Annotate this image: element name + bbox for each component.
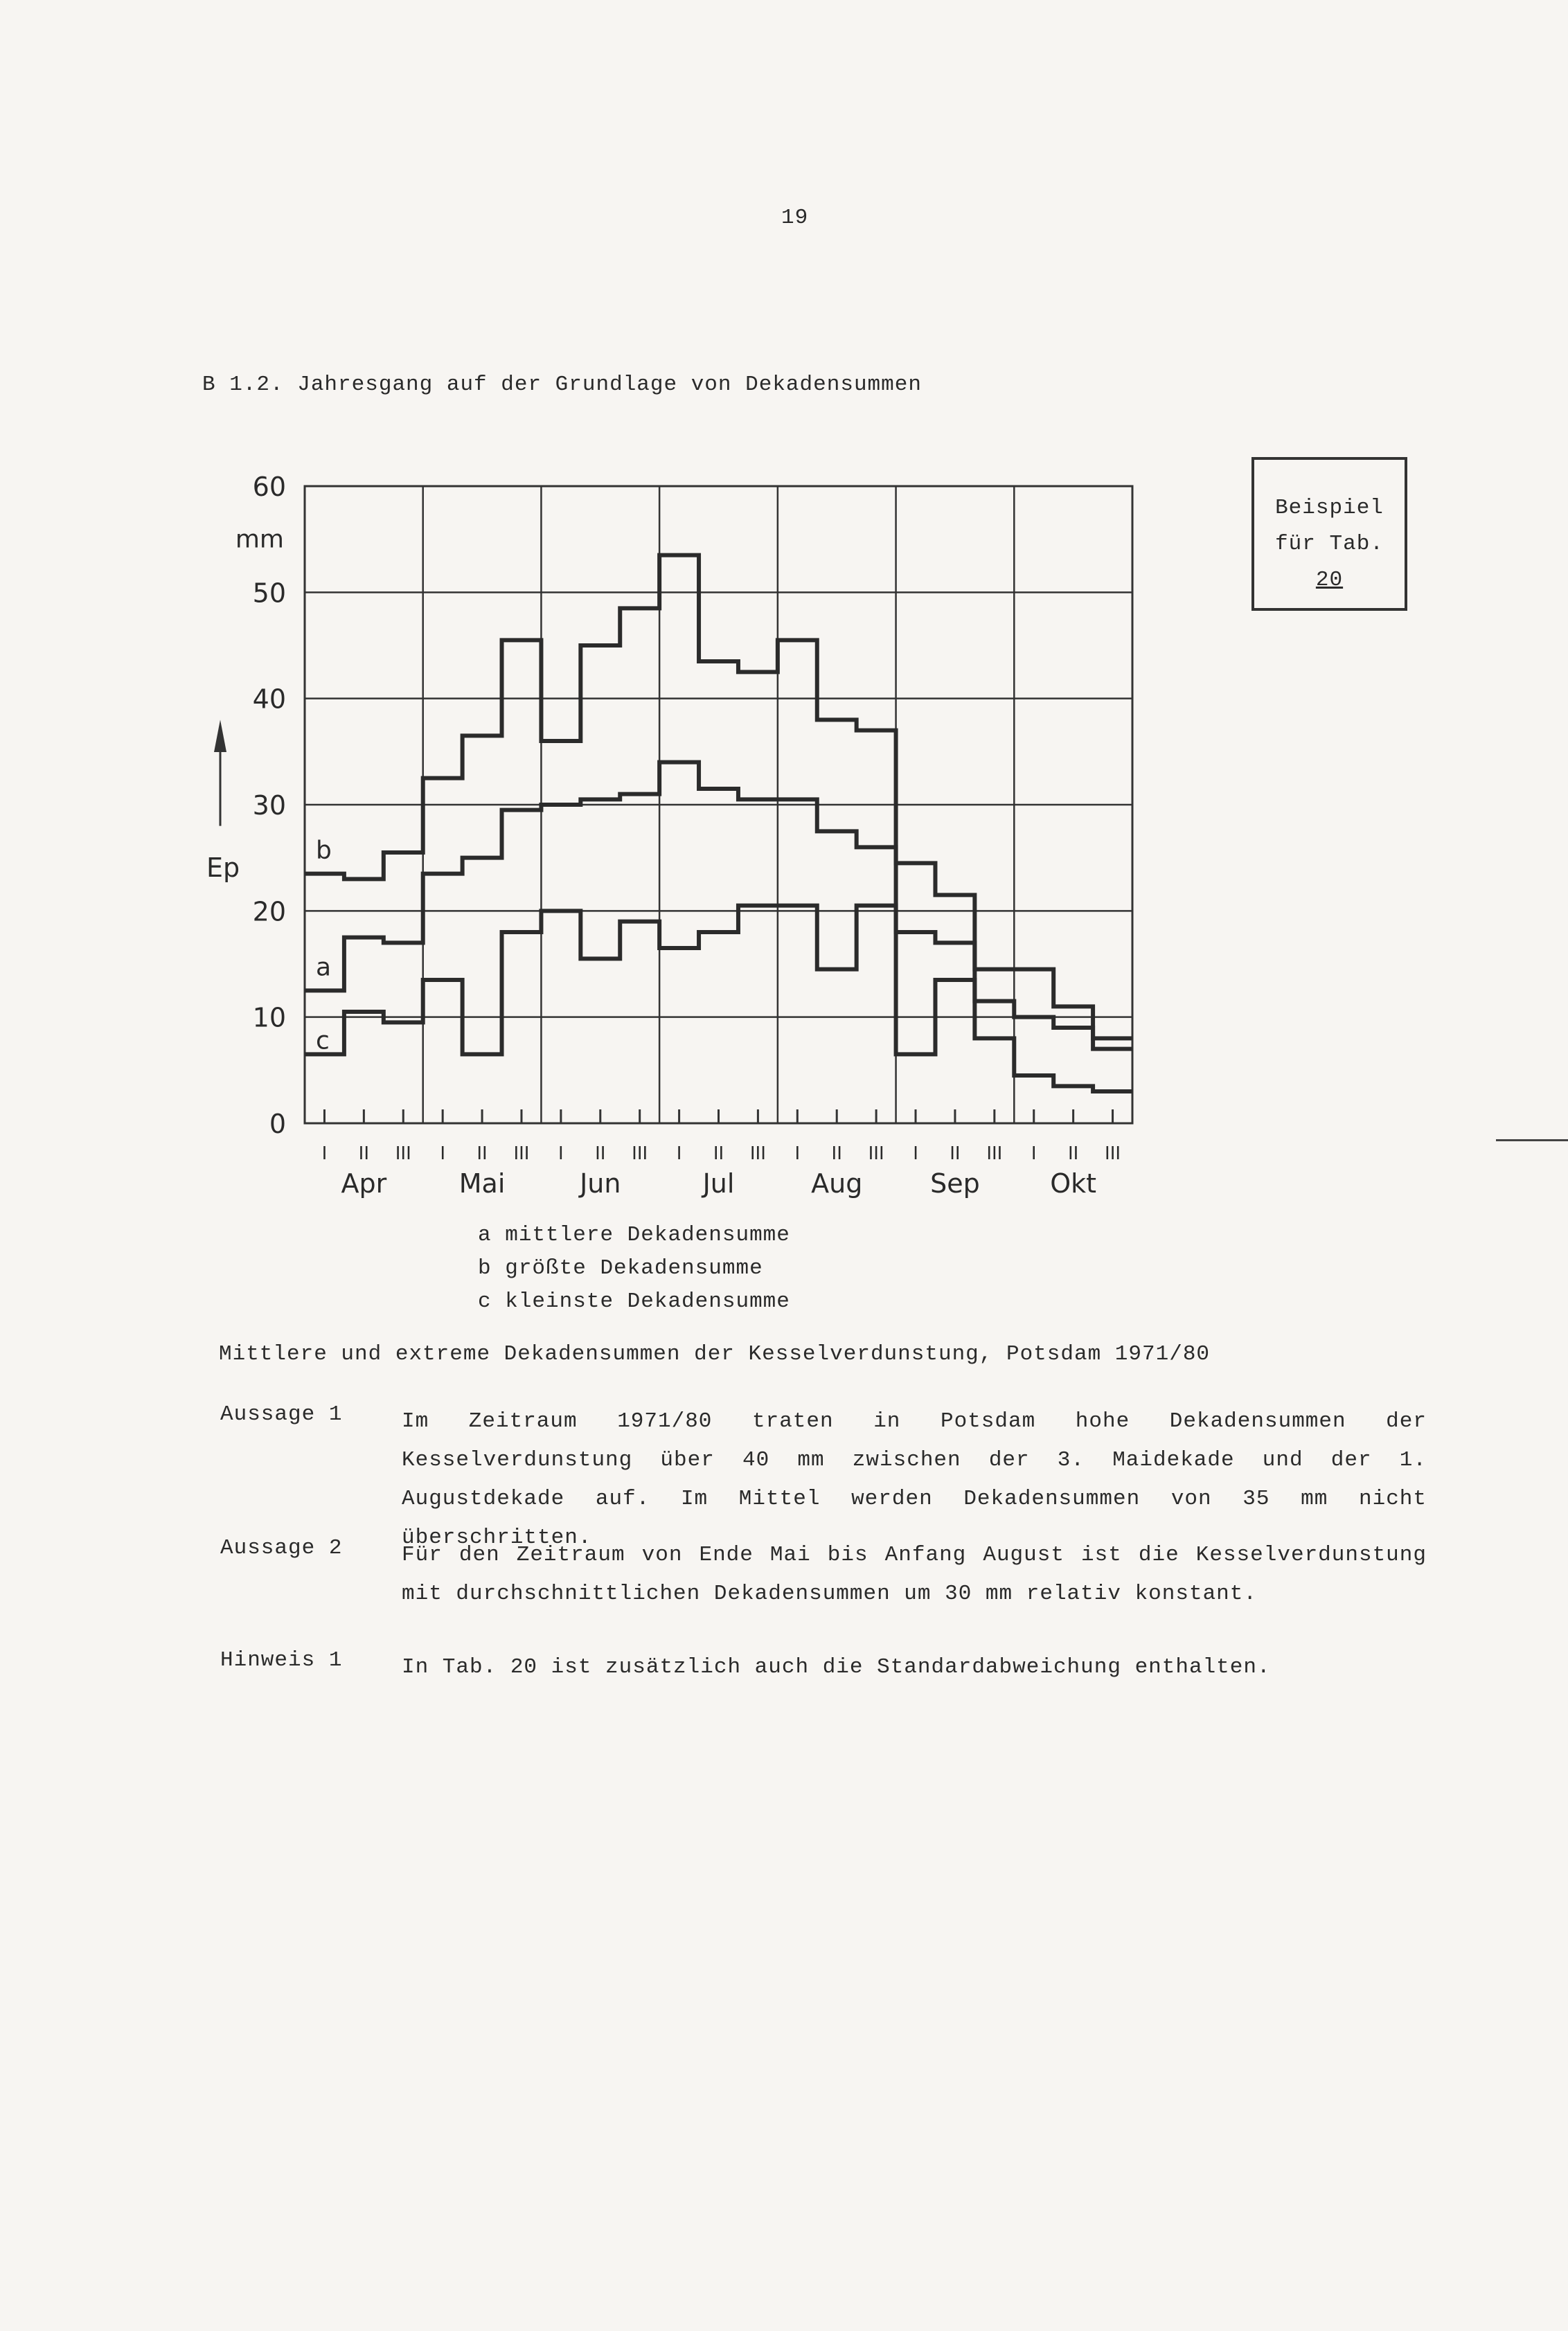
decade-label: II — [595, 1143, 606, 1164]
decade-label: I — [440, 1143, 446, 1164]
series-label-a: a — [316, 953, 332, 982]
y-tick-label: 40 — [252, 684, 286, 715]
decade-label: III — [986, 1143, 1003, 1164]
decade-label: II — [713, 1143, 724, 1164]
statement-label: Aussage 2 — [220, 1536, 343, 1560]
figure-caption: Mittlere und extreme Dekadensummen der Kesselverdunstung, Potsdam 1971/80 — [219, 1342, 1211, 1366]
decade-label: III — [513, 1143, 530, 1164]
series-line-c — [305, 906, 1132, 1091]
margin-mark — [1496, 1139, 1568, 1141]
statement-text: Im Zeitraum 1971/80 traten in Potsdam hohe Dekadensummen der Kesselverdunstung über 40 mm zwischen der 3. Maidekade und der 1. Augustdekade auf. Im Mittel werden Dekadensummen von 35 mm nicht überschritten. — [402, 1409, 1427, 1550]
month-label: Aug — [811, 1168, 863, 1198]
reference-table-number: 20 — [1315, 568, 1344, 592]
y-tick-label: 20 — [252, 896, 286, 927]
decade-label: II — [358, 1143, 370, 1164]
y-tick-label: 10 — [252, 1002, 286, 1033]
decade-label: II — [1067, 1143, 1079, 1164]
decade-label: I — [913, 1143, 918, 1164]
month-label: Jul — [702, 1168, 735, 1198]
month-label: Jun — [580, 1168, 621, 1198]
decade-label: III — [395, 1143, 411, 1164]
section-heading: B 1.2. Jahresgang auf der Grundlage von Dekadensummen — [202, 373, 922, 397]
y-tick-label: 50 — [252, 578, 286, 609]
note-text: In Tab. 20 ist zusätzlich auch die Standardabweichung enthalten. — [402, 1655, 1271, 1679]
statement-label: Aussage 1 — [220, 1402, 343, 1427]
decade-label: I — [1031, 1143, 1037, 1164]
page-number: 19 — [781, 206, 809, 230]
decade-label: III — [868, 1143, 884, 1164]
reference-box — [1251, 457, 1407, 611]
decade-label: I — [794, 1143, 801, 1164]
month-label: Mai — [458, 1168, 506, 1198]
y-tick-label: 30 — [252, 790, 286, 821]
y-unit-label: mm — [235, 525, 284, 554]
y-axis-arrowhead — [214, 720, 226, 752]
decade-label: III — [632, 1143, 648, 1164]
legend-item-c: c kleinste Dekadensumme — [478, 1289, 790, 1314]
chart-axes — [206, 472, 1121, 1198]
series-label-b: b — [316, 836, 332, 865]
note-label: Hinweis 1 — [220, 1648, 343, 1672]
decade-label: I — [676, 1143, 682, 1164]
month-label: Okt — [1050, 1168, 1097, 1198]
evaporation-chart — [194, 464, 1164, 1198]
decade-label: I — [558, 1143, 564, 1164]
decade-label: III — [749, 1143, 766, 1164]
chart-series — [305, 555, 1132, 1091]
y-axis-label: Ep — [206, 852, 240, 883]
month-label: Sep — [930, 1168, 980, 1198]
legend-item-b: b größte Dekadensumme — [478, 1256, 763, 1280]
y-tick-label: 0 — [269, 1109, 286, 1139]
decade-label: II — [950, 1143, 961, 1164]
chart-legend — [478, 1219, 790, 1319]
decade-label: II — [476, 1143, 488, 1164]
series-label-c: c — [316, 1026, 330, 1055]
reference-line-1: Beispiel — [1275, 496, 1384, 520]
chart-grid — [305, 486, 1132, 1123]
decade-label: III — [1105, 1143, 1121, 1164]
legend-item-a: a mittlere Dekadensumme — [478, 1223, 790, 1247]
decade-label: I — [321, 1143, 328, 1164]
reference-line-2: für Tab. — [1275, 532, 1384, 556]
decade-label: II — [831, 1143, 842, 1164]
month-label: Apr — [341, 1168, 387, 1198]
series-line-b — [305, 555, 1132, 1039]
statement-text: Für den Zeitraum von Ende Mai bis Anfang August ist die Kesselverdunstung mit durchschnittlichen Dekadensummen um 30 mm relativ konstant. — [402, 1543, 1427, 1606]
y-tick-label: 60 — [252, 472, 286, 502]
